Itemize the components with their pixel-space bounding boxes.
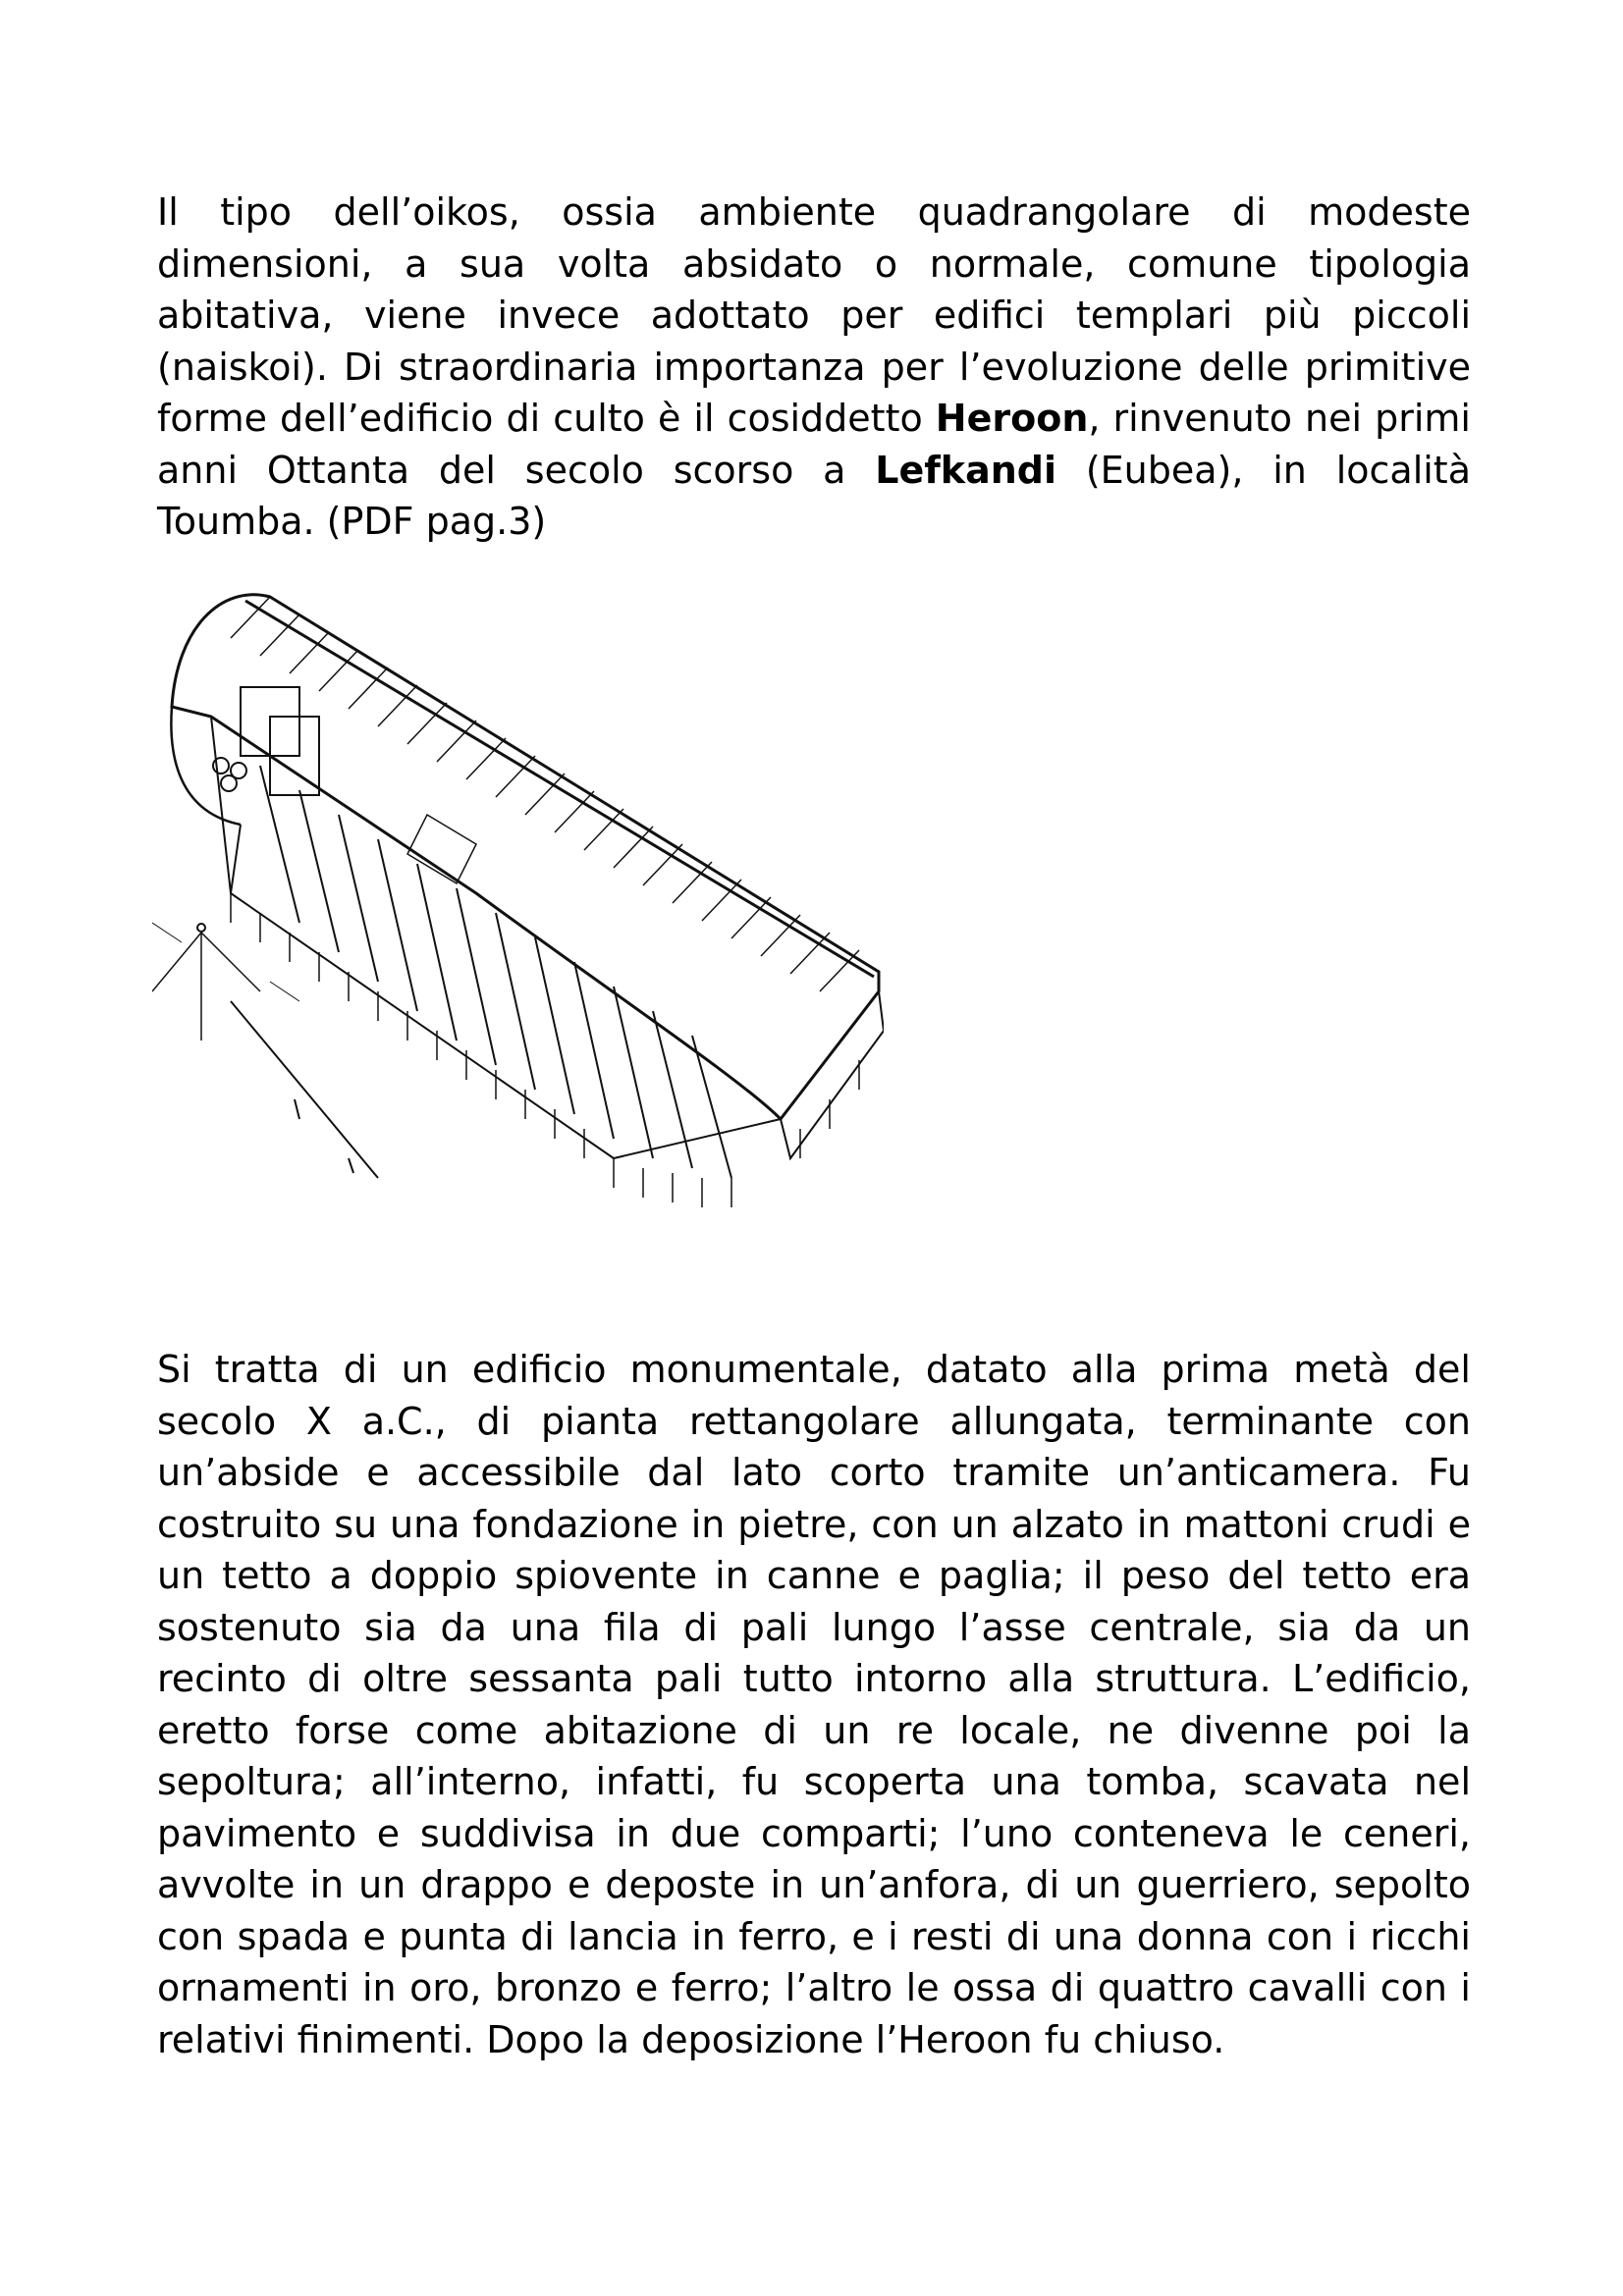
intro-text-b: , rinvenuto nei primi anni Ottanta del secolo scorso a [157,397,1471,492]
lefkandi-term: Lefkandi [875,448,1056,492]
intro-text-c: (Eubea), in località Toumba. (PDF pag.3) [157,448,1471,543]
heroon-figure [152,569,884,1286]
description-paragraph: Si tratta di un edificio monumentale, datato alla prima metà del secolo X a.C., di pianta rettangolare allungata, terminante con un’abside e accessibile dal lato corto tramite un’anticamera. Fu costruito su una fondazione in pietre, con un alzato in mattoni crudi e un tetto a doppio spiovente in canne e paglia; il peso del tetto era sostenuto sia da una fila di pali lungo l’asse centrale, sia da un recinto di oltre sessanta pali tutto intorno alla struttura. L’edificio, eretto forse come abitazione di un re locale, ne divenne poi la sepoltura; all’interno, infatti, fu scoperta una tomba, scavata nel pavimento e suddivisa in due comparti; l’uno conteneva le ceneri, avvolte in un drappo e deposte in un’anfora, di un guerriero, sepolto con spada e punta di lancia in ferro, e i resti di una donna con i ricchi ornamenti in oro, bronzo e ferro; l’altro le ossa di quattro cavalli con i relativi finimenti. Dopo la deposizione l’Heroon fu chiuso. [157,1348,1471,2061]
heroon-axonometric-drawing-icon [152,569,884,1286]
intro-text-a: Il tipo dell’oikos, ossia ambiente quadrangolare di modeste dimensioni, a sua volta absidato o normale, comune tipologia abitativa, viene invece adottato per edifici templari più piccoli (naiskoi). Di straordinaria importanza per l’evoluzione delle primitive forme dell’edificio di culto è il cosiddetto [157,190,1471,440]
intro-paragraph [157,187,1471,548]
heroon-term: Heroon [935,397,1089,440]
